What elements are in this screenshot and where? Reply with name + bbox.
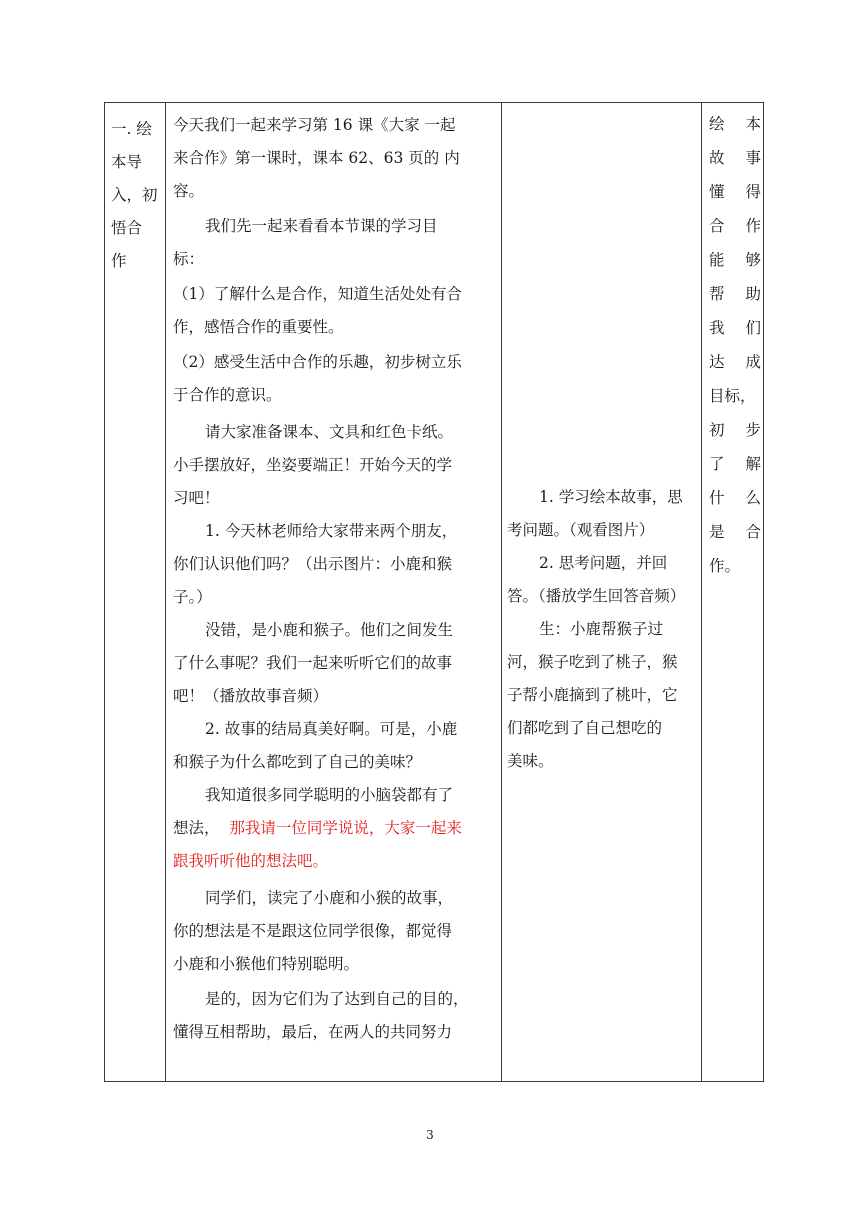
intent-row [709, 141, 761, 175]
column-divider [501, 103, 502, 1081]
teacher-paragraph [173, 779, 499, 878]
section-label-line: 悟合 [111, 219, 143, 237]
student-paragraph [507, 547, 701, 613]
teacher-paragraph [173, 713, 499, 779]
text-line: 同学们，读完了小鹿和小猴的故事， [205, 889, 454, 907]
highlighted-text: 那我请一位同学说说，大家一起来 [219, 819, 462, 837]
intent-row [709, 345, 761, 379]
text-line: 我们先一起来看看本节课的学习目 [205, 217, 438, 235]
text-line: 子帮小鹿摘到了桃叶，它 [507, 686, 678, 704]
intent-char: 够 [745, 251, 761, 269]
page-number: 3 [426, 1128, 434, 1142]
intent-char: 合 [745, 523, 761, 541]
intent-row [709, 243, 761, 277]
intent-char: 能 [709, 251, 725, 269]
intent-char: 步 [745, 421, 761, 439]
student-activity-cell [507, 481, 701, 1081]
intent-char: 得 [745, 183, 761, 201]
intent-char: 解 [745, 455, 761, 473]
teacher-paragraph [173, 515, 499, 614]
text-line: 1. 今天林老师给大家带来两个朋友， [205, 522, 458, 540]
teacher-paragraph [173, 346, 499, 412]
intent-char: 作 [745, 217, 761, 235]
intent-char: 成 [745, 353, 761, 371]
text-line: 今天我们一起来学习第 16 课《大家 一起 [173, 116, 456, 134]
text-line: 美味。 [507, 752, 554, 770]
intent-row [709, 515, 761, 549]
intent-char: 目标， [709, 387, 756, 405]
text-line: 考问题。（观看图片） [507, 521, 655, 539]
text-line [173, 812, 499, 845]
text-line: 来合作》第一课时，课本 62、63 页的 内 [173, 149, 460, 167]
intent-char: 懂 [709, 183, 725, 201]
section-label-line: 本导 [111, 153, 143, 171]
intent-row [709, 175, 761, 209]
intent-char: 事 [745, 149, 761, 167]
text-line: 于合作的意识。 [173, 386, 282, 404]
text-line: 生：小鹿帮猴子过 [539, 620, 664, 638]
intent-char: 初 [709, 421, 725, 439]
intent-char: 作。 [709, 557, 741, 575]
text-line: 和猴子为什么都吃到了自己的美味？ [173, 753, 422, 771]
text-line: 懂得互相帮助，最后，在两人的共同努力 [173, 1023, 453, 1041]
text-line: 2. 故事的结局真美好啊。可是，小鹿 [205, 720, 458, 738]
text-line: 作，感悟合作的重要性。 [173, 318, 344, 336]
intent-char: 我 [709, 319, 725, 337]
intent-char: 是 [709, 523, 725, 541]
text-line: 2. 思考问题，并回 [539, 554, 668, 572]
section-label-line: 一. 绘 [111, 120, 152, 138]
teacher-paragraph [173, 983, 499, 1049]
text-line: 我知道很多同学聪明的小脑袋都有了 [205, 786, 454, 804]
intent-row [709, 481, 761, 515]
text-line: 们都吃到了自己想吃的 [507, 719, 663, 737]
text-line: 小鹿和小猴他们特别聪明。 [173, 955, 360, 973]
teacher-paragraph [173, 882, 499, 981]
column-divider [701, 103, 702, 1081]
text-line: 子。） [173, 588, 212, 606]
text-line: 小手摆放好，坐姿要端正！开始今天的学 [173, 456, 453, 474]
intent-char: 绘 [709, 115, 725, 133]
teacher-paragraph [173, 614, 499, 713]
text-line: （2）感受生活中合作的乐趣，初步树立乐 [173, 353, 462, 371]
text-line: 是的，因为它们为了达到自己的目的， [205, 990, 469, 1008]
lesson-table [104, 102, 764, 1082]
intent-char: 么 [745, 489, 761, 507]
intent-row [709, 311, 761, 345]
text-line: 了什么事呢？我们一起来听听它们的故事 [173, 654, 453, 672]
text-line: 答。（播放学生回答音频） [507, 587, 686, 605]
design-intent-cell [709, 103, 761, 1081]
student-paragraph [507, 481, 701, 547]
intent-char: 什 [709, 489, 725, 507]
teacher-paragraph [173, 416, 499, 515]
text-line: 没错，是小鹿和猴子。他们之间发生 [205, 621, 454, 639]
intent-char: 达 [709, 353, 725, 371]
intent-char: 合 [709, 217, 725, 235]
intent-row [709, 107, 761, 141]
text-line: 河，猴子吃到了桃子，猴 [507, 653, 678, 671]
text-line: 1. 学习绘本故事，思 [539, 488, 683, 506]
highlighted-text: 跟我听听他的想法吧。 [173, 852, 329, 870]
teacher-paragraph [173, 210, 499, 276]
text-line: 你的想法是不是跟这位同学很像，都觉得 [173, 922, 453, 940]
intent-char: 故 [709, 149, 725, 167]
intent-row [709, 277, 761, 311]
intent-char: 助 [745, 285, 761, 303]
text-span: 想法， [173, 819, 220, 837]
intent-char: 们 [745, 319, 761, 337]
intent-row [709, 447, 761, 481]
section-label-line: 作 [111, 252, 127, 270]
teacher-paragraph [173, 109, 499, 208]
text-line: 习吧！ [173, 489, 220, 507]
section-label-line: 入，初 [111, 186, 158, 204]
intent-row [709, 209, 761, 243]
column-divider [165, 103, 166, 1081]
intent-row [709, 379, 761, 413]
text-line: 你们认识他们吗？（出示图片：小鹿和猴 [173, 555, 453, 573]
teacher-activity-cell [173, 103, 499, 1081]
text-line: （1）了解什么是合作，知道生活处处有合 [173, 285, 462, 303]
intent-char: 了 [709, 455, 725, 473]
intent-row [709, 413, 761, 447]
text-line: 吧！（播放故事音频） [173, 687, 329, 705]
intent-char: 帮 [709, 285, 725, 303]
section-label-cell [111, 103, 163, 1081]
text-line: 容。 [173, 182, 205, 200]
text-line: 请大家准备课本、文具和红色卡纸。 [205, 423, 454, 441]
intent-row [709, 549, 761, 583]
intent-char: 本 [745, 115, 761, 133]
student-paragraph [507, 613, 701, 778]
teacher-paragraph [173, 278, 499, 344]
text-line: 标： [173, 250, 205, 268]
